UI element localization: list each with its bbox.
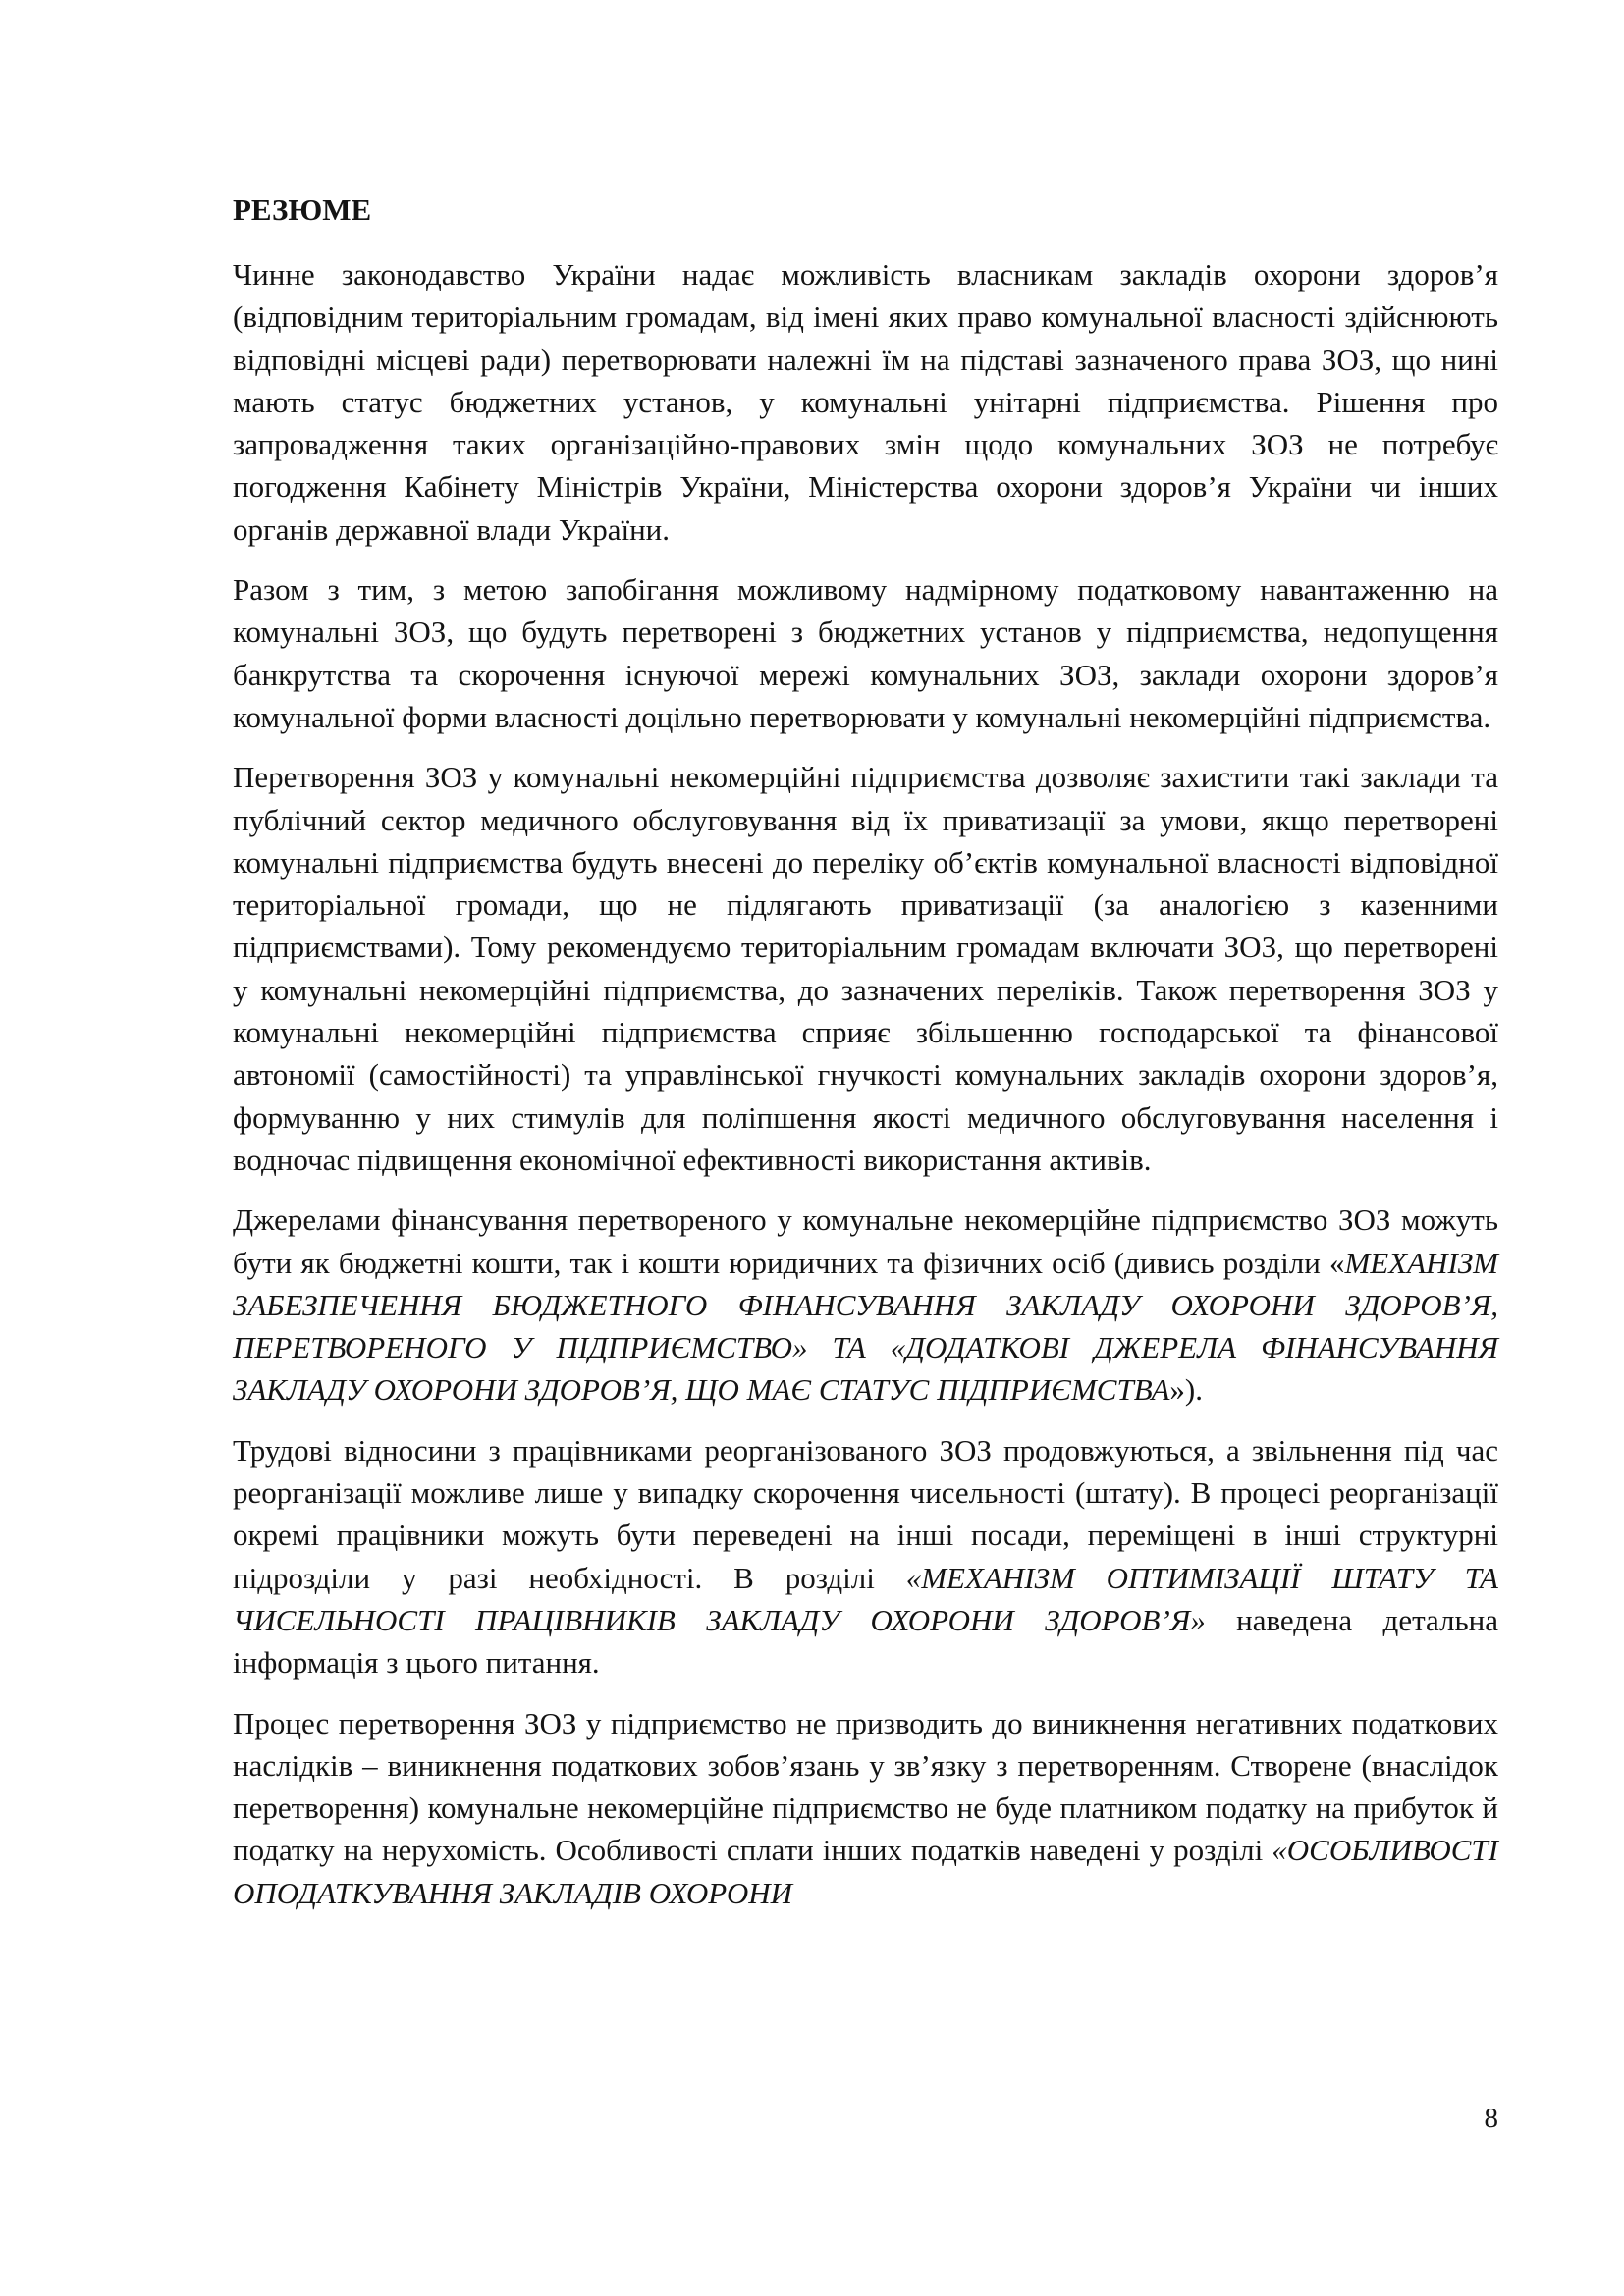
section-reference-italic: МЕХАНІЗМ ЗАБЕЗПЕЧЕННЯ БЮДЖЕТНОГО ФІНАНСУВАННЯ ЗАКЛАДУ ОХОРОНИ ЗДОРОВ’Я, ПЕРЕТВОРЕНОГО У ПІДПРИЄМСТВО» ТА «ДОДАТКОВІ ДЖЕРЕЛА ФІНАНСУВАННЯ ЗАКЛАДУ ОХОРОНИ ЗДОРОВ’Я, ЩО МАЄ СТАТУС ПІДПРИЄМСТВА bbox=[233, 1245, 1498, 1408]
paragraph-text: Джерелами фінансування перетвореного у комунальне некомерційне підприємство ЗОЗ можуть бути як бюджетні кошти, так і кошти юридичних та фізичних осіб (дивись розділи « bbox=[233, 1202, 1498, 1280]
paragraph-text: Процес перетворення ЗОЗ у підприємство не призводить до виникнення негативних податкових наслідків – виникнення податкових зобов’язань у зв’язку з перетворенням. Створене (внаслідок перетворення) комунальне некомерційне підприємство не буде платником податку на прибуток й податку на нерухомість. Особливості сплати інших податків наведені у розділі bbox=[233, 1705, 1498, 1868]
paragraph-labor-relations bbox=[233, 1429, 1498, 1684]
paragraph-text-tail: наведена детальна інформація з цього питання. bbox=[233, 1602, 1498, 1681]
paragraph-text: Перетворення ЗОЗ у комунальні некомерційні підприємства дозволяє захистити такі заклади та публічний сектор медичного обслуговування від їх приватизації за умови, якщо перетворені комунальні підприємства будуть внесені до переліку об’єктів комунальної власності відповідної територіальної громади, що не підлягають приватизації (за аналогією з казенними підприємствами). Тому рекомендуємо територіальним громадам включати ЗОЗ, що перетворені у комунальні некомерційні підприємства, до зазначених переліків. Також перетворення ЗОЗ у комунальні некомерційні підприємства сприяє збільшенню господарської та фінансової автономії (самостійності) та управлінської гнучкості комунальних закладів охорони здоров’я, формуванню у них стимулів для поліпшення якості медичного обслуговування населення і водночас підвищення економічної ефективності використання активів. bbox=[233, 760, 1498, 1177]
section-reference-italic: «МЕХАНІЗМ ОПТИМІЗАЦІЇ ШТАТУ ТА ЧИСЕЛЬНОСТІ ПРАЦІВНИКІВ ЗАКЛАДУ ОХОРОНИ ЗДОРОВ’Я» bbox=[233, 1560, 1498, 1637]
section-heading: РЕЗЮМЕ bbox=[233, 192, 372, 227]
paragraph-funding-sources bbox=[233, 1199, 1498, 1411]
paragraph-text-tail: »). bbox=[1169, 1372, 1203, 1408]
paragraph-legislation bbox=[233, 253, 1498, 551]
paragraph-text: Разом з тим, з метою запобігання можливому надмірному податковому навантаженню на комунальні ЗОЗ, що будуть перетворені з бюджетних установ у підприємства, недопущення банкрутства та скорочення існуючої мережі комунальних ЗОЗ, заклади охорони здоров’я комунальної форми власності доцільно перетворювати у комунальні некомерційні підприємства. bbox=[233, 572, 1498, 734]
paragraph-taxation bbox=[233, 1702, 1498, 1914]
page-content bbox=[233, 190, 1498, 1932]
paragraph-tax-burden bbox=[233, 568, 1498, 738]
page-number: 8 bbox=[1484, 2103, 1498, 2134]
paragraph-text: Чинне законодавство України надає можливість власникам закладів охорони здоров’я (відповідним територіальним громадам, від імені яких право комунальної власності здійснюють відповідні місцеві ради) перетворювати належні їм на підставі зазначеного права ЗОЗ, що нині мають статус бюджетних установ, у комунальні унітарні підприємства. Рішення про запровадження таких організаційно-правових змін щодо комунальних ЗОЗ не потребує погодження Кабінету Міністрів України, Міністерства охорони здоров’я України чи інших органів державної влади України. bbox=[233, 257, 1498, 547]
paragraph-privatization-protection bbox=[233, 756, 1498, 1181]
paragraph-text: Трудові відносини з працівниками реорганізованого ЗОЗ продовжуються, а звільнення під час реорганізації можливе лише у випадку скорочення чисельності (штату). В процесі реорганізації окремі працівники можуть бути переведені на інші посади, переміщені в інші структурні підрозділи у разі необхідності. В розділі bbox=[233, 1432, 1498, 1595]
section-reference-italic: «ОСОБЛИВОСТІ ОПОДАТКУВАННЯ ЗАКЛАДІВ ОХОРОНИ bbox=[233, 1833, 1498, 1910]
